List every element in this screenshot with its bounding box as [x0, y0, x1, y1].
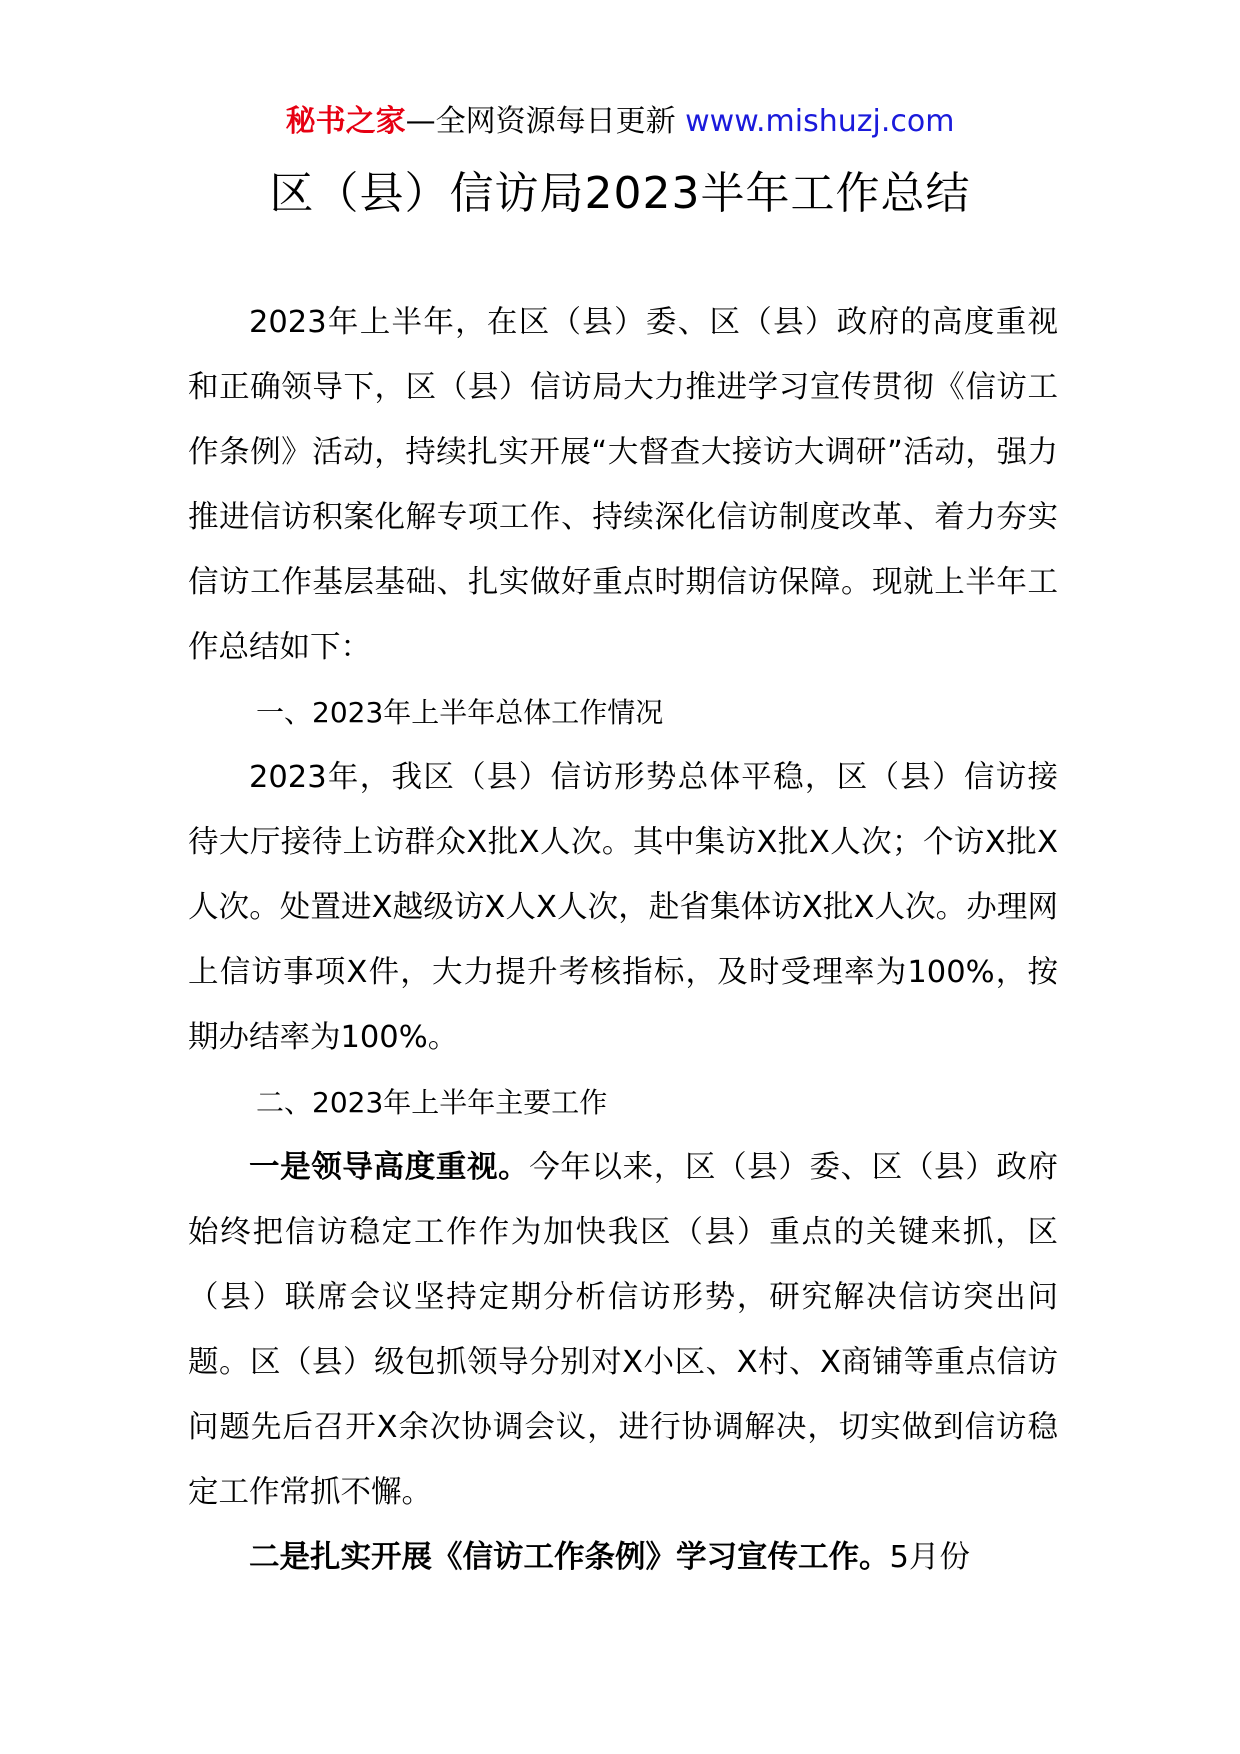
document-title: 区（县）信访局2023半年工作总结	[269, 168, 971, 219]
section-heading-main-work: 二、2023年上半年主要工作	[256, 1086, 608, 1119]
work-item-lead: 二是扎实开展《信访工作条例》学习宣传工作。	[249, 1540, 890, 1575]
intro-paragraph: 2023年上半年，在区（县）委、区（县）政府的高度重视和正确领导下，区（县）信访局大力推进学习宣传贯彻《信访工作条例》活动，持续扎实开展“大督查大接访大调研”活动，强力推进信访积案化解专项工作、持续深化信访制度改革、着力夯实信访工作基层基础、扎实做好重点时期信访保障。现就上半年工作总结如下：	[188, 305, 1058, 665]
overview-paragraph: 2023年，我区（县）信访形势总体平稳，区（县）信访接待大厅接待上访群众X批X人次。其中集访X批X人次；个访X批X人次。处置进X越级访X人X人次，赴省集体访X批X人次。办理网上信访事项X件，大力提升考核指标，及时受理率为100%，按期办结率为100%。	[188, 760, 1058, 1055]
work-item-paragraph	[188, 1135, 1058, 1525]
banner-tagline: —全网资源每日更新	[405, 104, 686, 139]
section-heading-overview: 一、2023年上半年总体工作情况	[256, 696, 664, 729]
work-item-text: 今年以来，区（县）委、区（县）政府始终把信访稳定工作作为加快我区（县）重点的关键来抓，区（县）联席会议坚持定期分析信访形势，研究解决信访突出问题。区（县）级包抓领导分别对X小区、X村、X商铺等重点信访问题先后召开X余次协调会议，进行协调解决，切实做到信访稳定工作常抓不懈。	[188, 1150, 1059, 1510]
work-item-lead: 一是领导高度重视。	[249, 1150, 530, 1185]
site-banner	[0, 100, 1240, 144]
work-item-paragraph	[188, 1525, 1058, 1590]
document-body	[188, 290, 1058, 1590]
brand-name: 秘书之家	[285, 104, 406, 139]
site-url-link[interactable]: www.mishuzj.com	[685, 104, 955, 139]
work-item-text: 5月份	[889, 1540, 970, 1575]
